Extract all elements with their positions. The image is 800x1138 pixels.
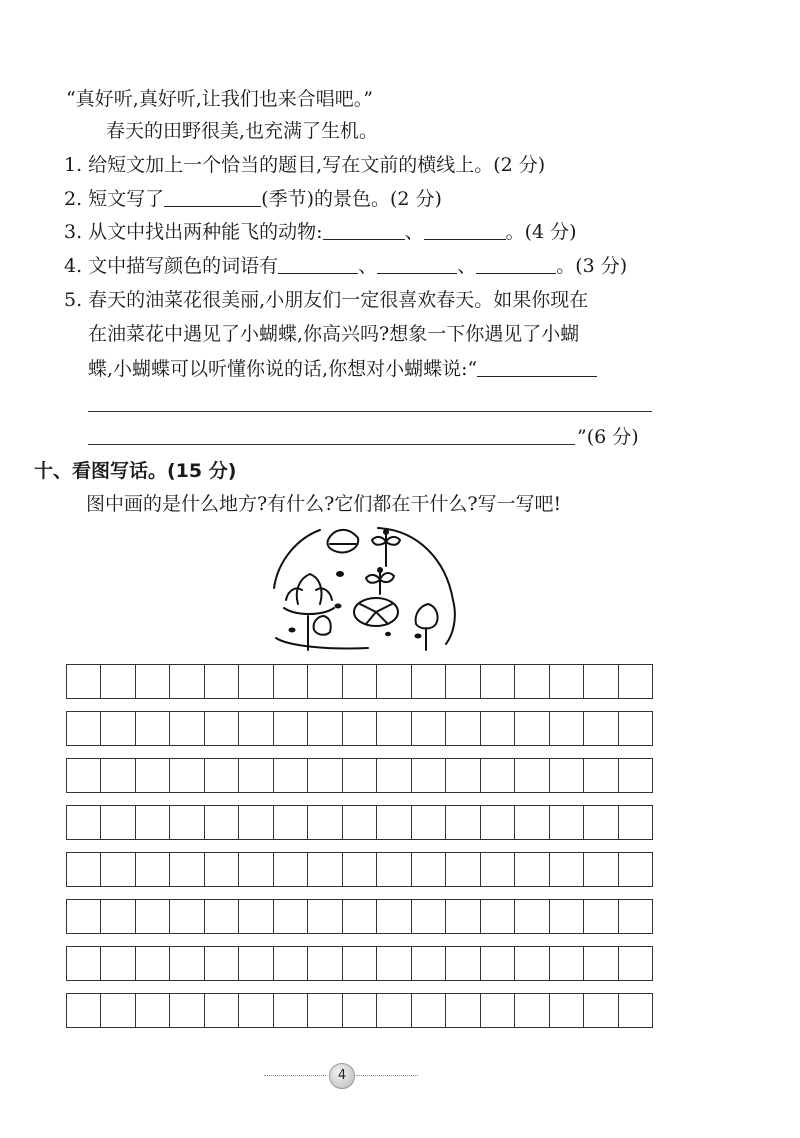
grid-cell[interactable] <box>101 900 135 933</box>
grid-cell[interactable] <box>481 712 515 745</box>
grid-cell[interactable] <box>308 994 342 1027</box>
section-10-prompt: 图中画的是什么地方?有什么?它们都在干什么?写一写吧! <box>86 493 562 515</box>
grid-cell[interactable] <box>481 759 515 792</box>
grid-cell[interactable] <box>239 806 273 839</box>
grid-cell[interactable] <box>274 712 308 745</box>
grid-cell[interactable] <box>308 900 342 933</box>
grid-cell[interactable] <box>239 712 273 745</box>
grid-cell[interactable] <box>308 806 342 839</box>
grid-cell[interactable] <box>101 806 135 839</box>
grid-cell[interactable] <box>584 994 618 1027</box>
grid-cell[interactable] <box>550 712 584 745</box>
grid-cell[interactable] <box>136 665 170 698</box>
grid-cell[interactable] <box>343 900 377 933</box>
footer-dots-right <box>356 1075 418 1076</box>
grid-cell[interactable] <box>584 947 618 980</box>
grid-cell[interactable] <box>205 665 239 698</box>
grid-cell[interactable] <box>619 947 652 980</box>
grid-cell[interactable] <box>239 759 273 792</box>
grid-cell[interactable] <box>377 759 411 792</box>
grid-row[interactable] <box>66 852 653 887</box>
question-3-suffix: 。(4 分) <box>505 221 577 243</box>
grid-cell[interactable] <box>619 994 652 1027</box>
flying-animal-blank-2[interactable] <box>424 221 506 240</box>
grid-cell[interactable] <box>239 665 273 698</box>
grid-cell[interactable] <box>515 994 549 1027</box>
grid-cell[interactable] <box>550 806 584 839</box>
grid-cell[interactable] <box>377 994 411 1027</box>
grid-cell[interactable] <box>170 806 204 839</box>
grid-cell[interactable] <box>239 994 273 1027</box>
grid-cell[interactable] <box>101 665 135 698</box>
passage-quote-line: “真好听,真好听,让我们也来合唱吧。” <box>66 88 374 110</box>
grid-cell[interactable] <box>205 712 239 745</box>
grid-cell[interactable] <box>308 665 342 698</box>
question-5-line-3 <box>88 356 597 382</box>
question-2 <box>64 186 442 212</box>
grid-row[interactable] <box>66 758 653 793</box>
grid-cell[interactable] <box>343 806 377 839</box>
grid-cell[interactable] <box>446 712 480 745</box>
grid-cell[interactable] <box>584 900 618 933</box>
grid-cell[interactable] <box>343 759 377 792</box>
grid-cell[interactable] <box>446 806 480 839</box>
grid-cell[interactable] <box>136 900 170 933</box>
grid-cell[interactable] <box>67 947 101 980</box>
grid-cell[interactable] <box>377 853 411 886</box>
lotus-pond-dragonfly-tadpole-icon <box>268 520 468 655</box>
color-word-blank-3[interactable] <box>476 255 556 274</box>
grid-cell[interactable] <box>619 900 652 933</box>
grid-cell[interactable] <box>550 853 584 886</box>
grid-row[interactable] <box>66 805 653 840</box>
grid-cell[interactable] <box>170 759 204 792</box>
question-4 <box>64 253 627 279</box>
grid-cell[interactable] <box>550 994 584 1027</box>
grid-cell[interactable] <box>101 712 135 745</box>
grid-cell[interactable] <box>619 665 652 698</box>
grid-cell[interactable] <box>205 806 239 839</box>
grid-cell[interactable] <box>67 994 101 1027</box>
grid-cell[interactable] <box>446 665 480 698</box>
grid-row[interactable] <box>66 993 653 1028</box>
grid-cell[interactable] <box>515 665 549 698</box>
grid-cell[interactable] <box>515 806 549 839</box>
grid-row[interactable] <box>66 664 653 699</box>
question-3-separator: 、 <box>404 221 424 243</box>
grid-cell[interactable] <box>446 947 480 980</box>
grid-cell[interactable] <box>205 947 239 980</box>
question-4-separator-2: 、 <box>457 255 477 277</box>
grid-cell[interactable] <box>550 759 584 792</box>
grid-cell[interactable] <box>412 665 446 698</box>
butterfly-message-blank-start[interactable] <box>477 358 597 377</box>
grid-cell[interactable] <box>274 994 308 1027</box>
grid-cell[interactable] <box>205 853 239 886</box>
grid-cell[interactable] <box>308 759 342 792</box>
grid-cell[interactable] <box>550 900 584 933</box>
grid-cell[interactable] <box>412 900 446 933</box>
grid-cell[interactable] <box>619 806 652 839</box>
grid-cell[interactable] <box>412 947 446 980</box>
grid-cell[interactable] <box>67 759 101 792</box>
grid-cell[interactable] <box>170 994 204 1027</box>
grid-cell[interactable] <box>101 947 135 980</box>
writing-grid[interactable] <box>66 664 653 1028</box>
grid-cell[interactable] <box>170 853 204 886</box>
grid-cell[interactable] <box>619 712 652 745</box>
footer-dots-left <box>264 1075 326 1076</box>
grid-cell[interactable] <box>136 994 170 1027</box>
grid-cell[interactable] <box>343 994 377 1027</box>
grid-cell[interactable] <box>412 994 446 1027</box>
grid-cell[interactable] <box>136 806 170 839</box>
grid-cell[interactable] <box>446 853 480 886</box>
grid-cell[interactable] <box>67 665 101 698</box>
grid-cell[interactable] <box>101 994 135 1027</box>
question-5-line-2: 在油菜花中遇见了小蝴蝶,你高兴吗?想象一下你遇见了小蝴 <box>88 323 580 345</box>
grid-cell[interactable] <box>377 712 411 745</box>
grid-cell[interactable] <box>481 947 515 980</box>
grid-cell[interactable] <box>136 712 170 745</box>
question-5-line-3-text: 蝶,小蝴蝶可以听懂你说的话,你想对小蝴蝶说:“ <box>88 358 478 380</box>
question-2-suffix: (季节)的景色。(2 分) <box>261 188 442 210</box>
grid-cell[interactable] <box>377 947 411 980</box>
grid-cell[interactable] <box>67 900 101 933</box>
grid-cell[interactable] <box>584 806 618 839</box>
grid-cell[interactable] <box>446 759 480 792</box>
grid-cell[interactable] <box>515 759 549 792</box>
grid-cell[interactable] <box>239 947 273 980</box>
grid-row[interactable] <box>66 711 653 746</box>
season-answer-blank[interactable] <box>164 188 261 207</box>
grid-cell[interactable] <box>170 665 204 698</box>
color-word-blank-1[interactable] <box>278 255 358 274</box>
grid-cell[interactable] <box>412 806 446 839</box>
question-4-prefix: 4. 文中描写颜色的词语有 <box>64 255 279 277</box>
grid-cell[interactable] <box>67 853 101 886</box>
grid-cell[interactable] <box>481 900 515 933</box>
grid-cell[interactable] <box>550 947 584 980</box>
grid-row[interactable] <box>66 946 653 981</box>
passage-closing-line: 春天的田野很美,也充满了生机。 <box>106 120 379 142</box>
grid-row[interactable] <box>66 899 653 934</box>
grid-cell[interactable] <box>274 806 308 839</box>
grid-cell[interactable] <box>274 900 308 933</box>
grid-cell[interactable] <box>481 806 515 839</box>
grid-cell[interactable] <box>481 665 515 698</box>
grid-cell[interactable] <box>101 853 135 886</box>
grid-cell[interactable] <box>343 712 377 745</box>
question-3 <box>64 219 577 245</box>
grid-cell[interactable] <box>239 900 273 933</box>
grid-cell[interactable] <box>412 853 446 886</box>
grid-cell[interactable] <box>343 947 377 980</box>
grid-cell[interactable] <box>136 947 170 980</box>
grid-cell[interactable] <box>239 853 273 886</box>
grid-cell[interactable] <box>515 900 549 933</box>
butterfly-message-line-2[interactable] <box>88 411 652 412</box>
grid-cell[interactable] <box>205 900 239 933</box>
color-word-blank-2[interactable] <box>377 255 457 274</box>
grid-cell[interactable] <box>515 853 549 886</box>
grid-cell[interactable] <box>274 947 308 980</box>
grid-cell[interactable] <box>343 665 377 698</box>
question-4-suffix: 。(3 分) <box>556 255 628 277</box>
grid-cell[interactable] <box>481 994 515 1027</box>
question-1: 1. 给短文加上一个恰当的题目,写在文前的横线上。(2 分) <box>64 154 546 176</box>
grid-cell[interactable] <box>584 712 618 745</box>
grid-cell[interactable] <box>446 900 480 933</box>
grid-cell[interactable] <box>515 712 549 745</box>
section-10-title: 十、看图写话。(15 分) <box>34 460 237 482</box>
grid-cell[interactable] <box>308 712 342 745</box>
grid-cell[interactable] <box>136 853 170 886</box>
grid-cell[interactable] <box>170 947 204 980</box>
question-2-prefix: 2. 短文写了 <box>64 188 165 210</box>
grid-cell[interactable] <box>205 759 239 792</box>
grid-cell[interactable] <box>412 712 446 745</box>
grid-cell[interactable] <box>377 900 411 933</box>
question-5-end: ”(6 分) <box>577 426 639 448</box>
grid-cell[interactable] <box>619 853 652 886</box>
grid-cell[interactable] <box>446 994 480 1027</box>
grid-cell[interactable] <box>67 712 101 745</box>
grid-cell[interactable] <box>412 759 446 792</box>
page-number: 4 <box>329 1063 355 1089</box>
grid-cell[interactable] <box>274 665 308 698</box>
question-3-prefix: 3. 从文中找出两种能飞的动物: <box>64 221 323 243</box>
grid-cell[interactable] <box>170 712 204 745</box>
grid-cell[interactable] <box>274 759 308 792</box>
grid-cell[interactable] <box>584 759 618 792</box>
question-4-separator-1: 、 <box>358 255 378 277</box>
grid-cell[interactable] <box>170 900 204 933</box>
grid-cell[interactable] <box>377 806 411 839</box>
grid-cell[interactable] <box>308 947 342 980</box>
grid-cell[interactable] <box>584 665 618 698</box>
grid-cell[interactable] <box>377 665 411 698</box>
butterfly-message-line-3[interactable] <box>88 444 575 445</box>
grid-cell[interactable] <box>515 947 549 980</box>
grid-cell[interactable] <box>67 806 101 839</box>
grid-cell[interactable] <box>550 665 584 698</box>
grid-cell[interactable] <box>205 994 239 1027</box>
grid-cell[interactable] <box>584 853 618 886</box>
question-5-line-1: 5. 春天的油菜花很美丽,小朋友们一定很喜欢春天。如果你现在 <box>64 289 589 311</box>
grid-cell[interactable] <box>619 759 652 792</box>
flying-animal-blank-1[interactable] <box>323 221 405 240</box>
grid-cell[interactable] <box>308 853 342 886</box>
grid-cell[interactable] <box>343 853 377 886</box>
grid-cell[interactable] <box>481 853 515 886</box>
grid-cell[interactable] <box>136 759 170 792</box>
grid-cell[interactable] <box>274 853 308 886</box>
grid-cell[interactable] <box>101 759 135 792</box>
